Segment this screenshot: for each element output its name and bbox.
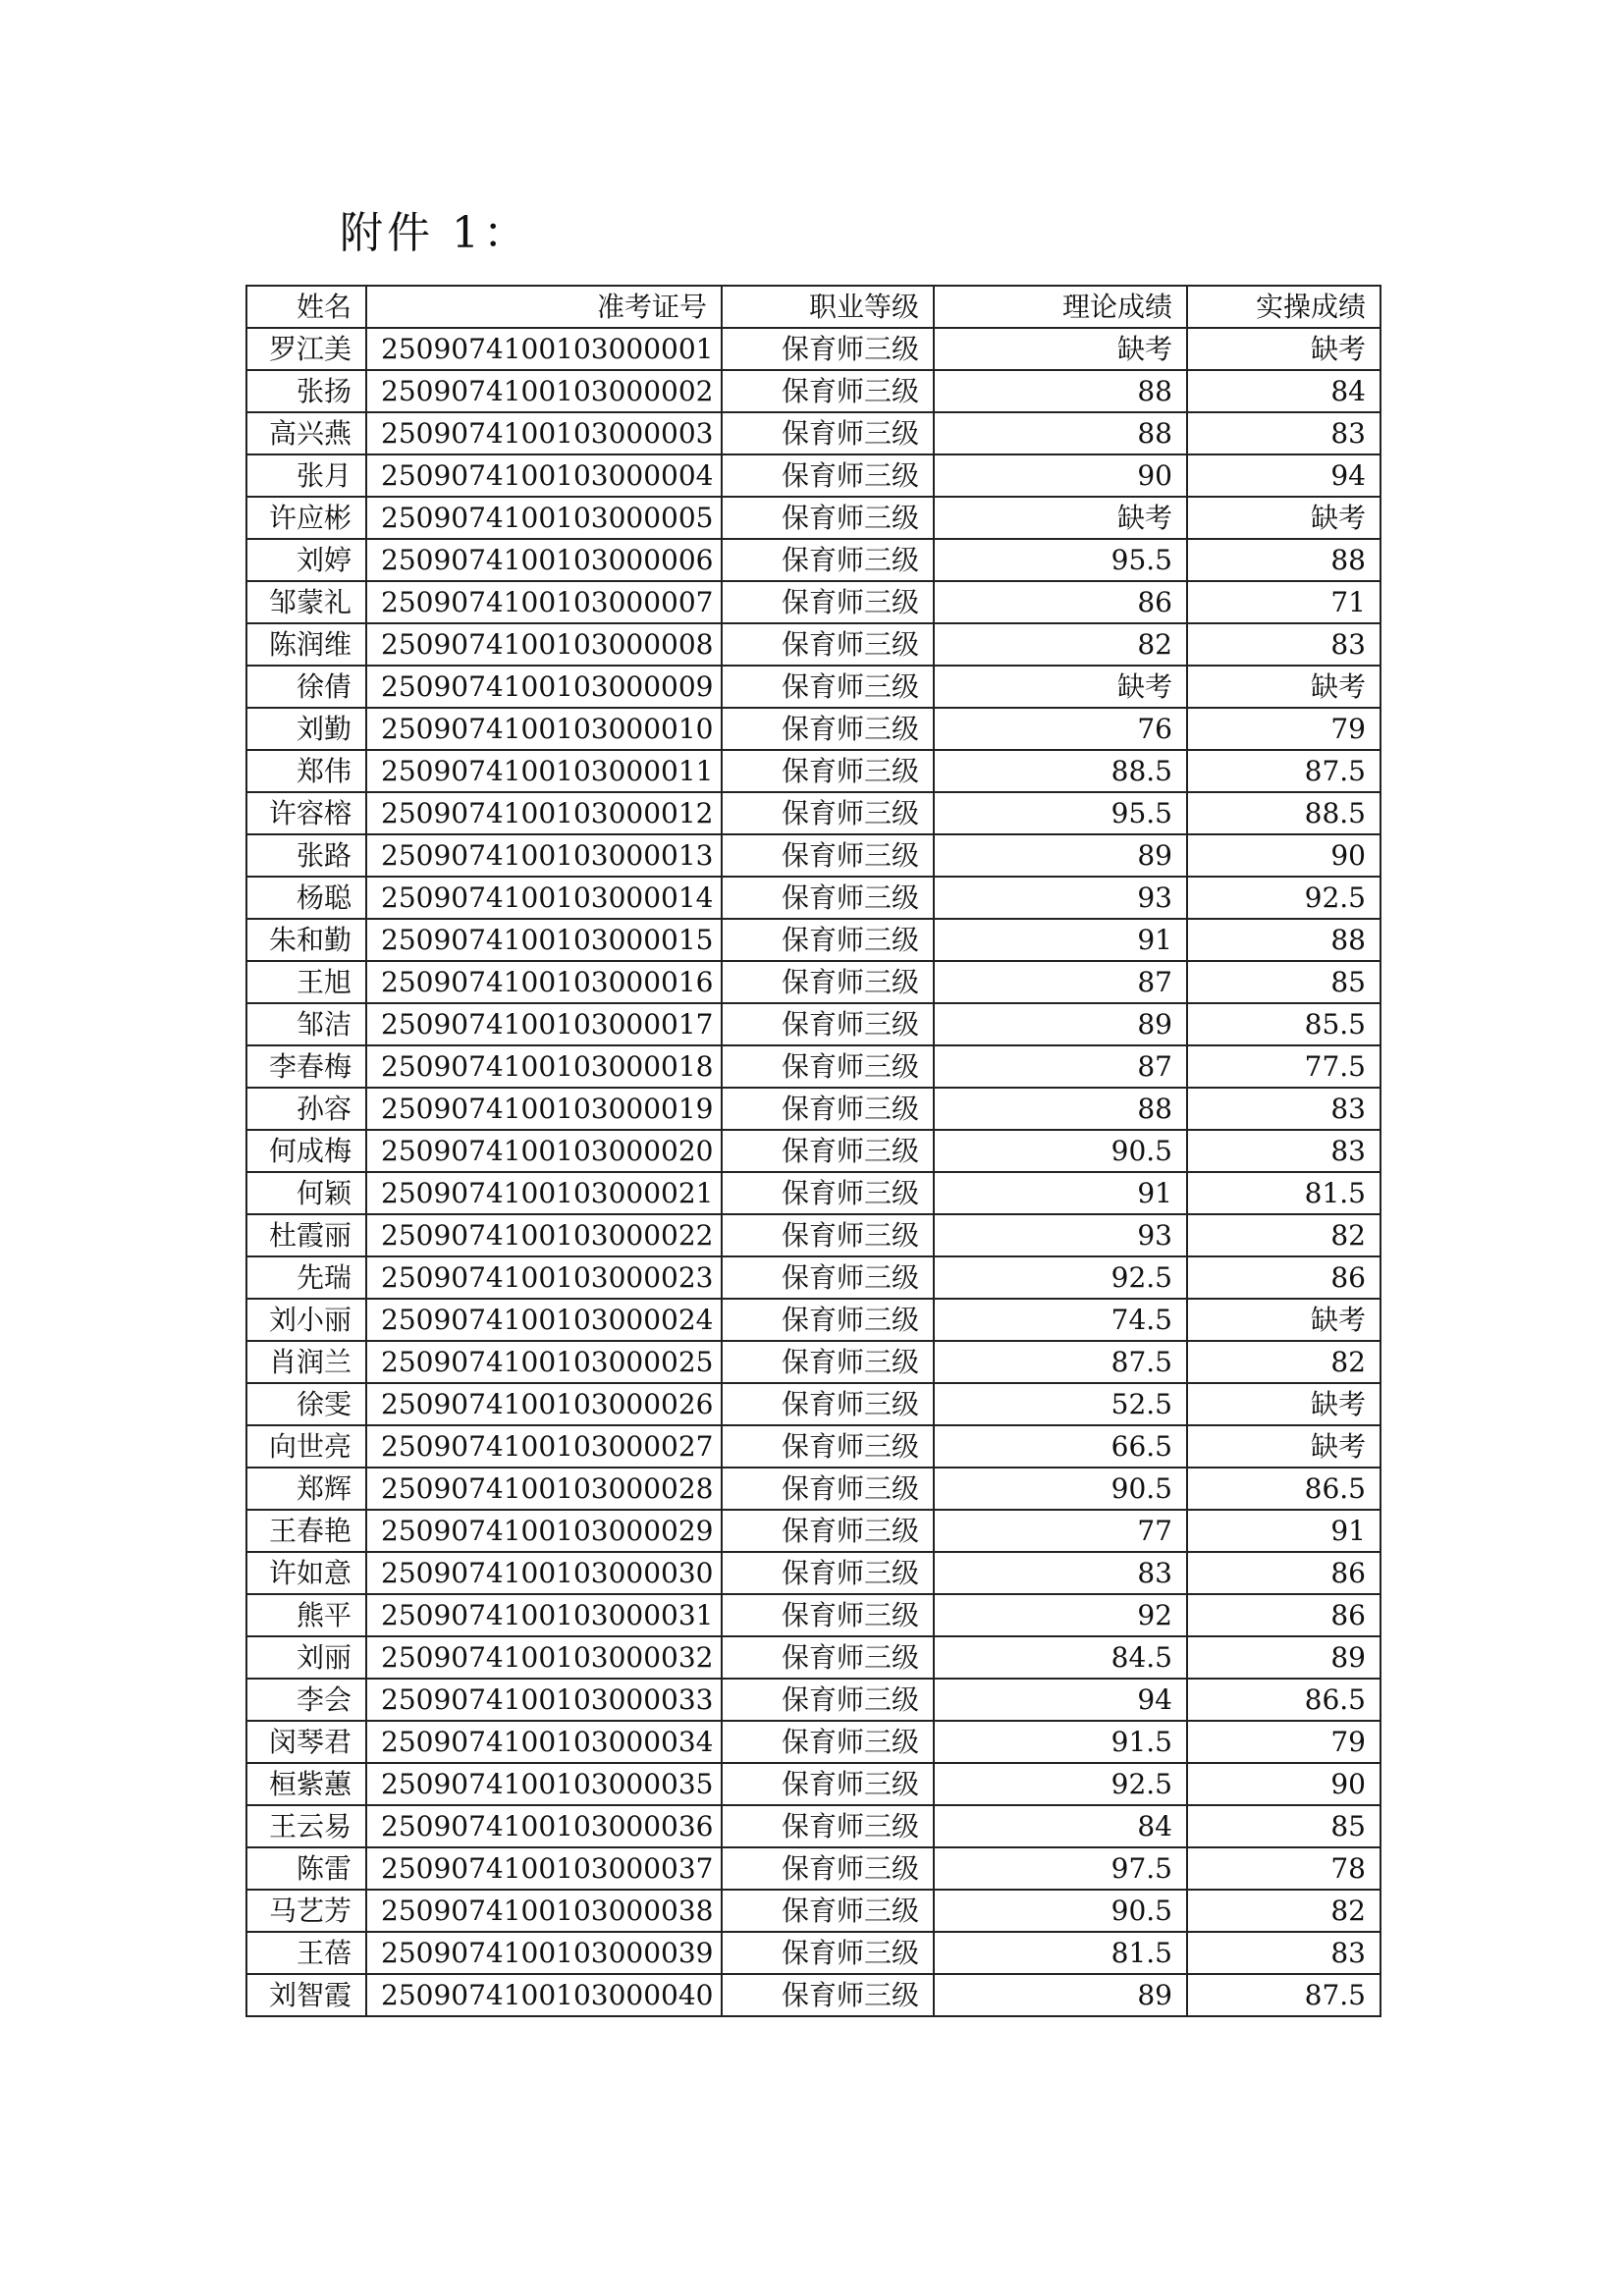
table-row — [246, 581, 1380, 623]
cell-practical-score: 缺考 — [1187, 497, 1380, 539]
cell-theory-score: 89 — [934, 1974, 1187, 2016]
cell-practical-score: 83 — [1187, 623, 1380, 666]
cell-level: 保育师三级 — [722, 1974, 934, 2016]
cell-practical-score: 86 — [1187, 1594, 1380, 1636]
cell-name: 孙容 — [246, 1088, 366, 1130]
cell-practical-score: 82 — [1187, 1890, 1380, 1932]
cell-practical-score: 86.5 — [1187, 1468, 1380, 1510]
cell-exam-id: 2509074100103000010 — [366, 708, 722, 750]
cell-name: 罗江美 — [246, 328, 366, 370]
cell-practical-score: 85 — [1187, 961, 1380, 1003]
cell-practical-score: 87.5 — [1187, 1974, 1380, 2016]
cell-level: 保育师三级 — [722, 1890, 934, 1932]
cell-name: 许容榕 — [246, 792, 366, 834]
table-row — [246, 1468, 1380, 1510]
header-name: 姓名 — [246, 286, 366, 328]
cell-exam-id: 2509074100103000009 — [366, 666, 722, 708]
table-row — [246, 1636, 1380, 1679]
cell-practical-score: 82 — [1187, 1341, 1380, 1383]
cell-name: 王旭 — [246, 961, 366, 1003]
cell-name: 李春梅 — [246, 1045, 366, 1088]
table-row — [246, 1425, 1380, 1468]
table-row — [246, 666, 1380, 708]
cell-exam-id: 2509074100103000021 — [366, 1172, 722, 1214]
table-row — [246, 1890, 1380, 1932]
table-row — [246, 454, 1380, 497]
cell-level: 保育师三级 — [722, 1088, 934, 1130]
cell-level: 保育师三级 — [722, 1805, 934, 1847]
cell-exam-id: 2509074100103000018 — [366, 1045, 722, 1088]
cell-name: 张扬 — [246, 370, 366, 412]
cell-level: 保育师三级 — [722, 623, 934, 666]
table-row — [246, 623, 1380, 666]
cell-practical-score: 90 — [1187, 1763, 1380, 1805]
cell-theory-score: 86 — [934, 581, 1187, 623]
cell-name: 先瑞 — [246, 1256, 366, 1299]
table-row — [246, 1932, 1380, 1974]
cell-practical-score: 87.5 — [1187, 750, 1380, 792]
cell-level: 保育师三级 — [722, 750, 934, 792]
cell-practical-score: 71 — [1187, 581, 1380, 623]
cell-name: 刘小丽 — [246, 1299, 366, 1341]
cell-name: 徐雯 — [246, 1383, 366, 1425]
cell-exam-id: 2509074100103000026 — [366, 1383, 722, 1425]
cell-level: 保育师三级 — [722, 919, 934, 961]
cell-exam-id: 2509074100103000027 — [366, 1425, 722, 1468]
table-row — [246, 370, 1380, 412]
cell-name: 刘勤 — [246, 708, 366, 750]
cell-theory-score: 93 — [934, 877, 1187, 919]
table-row — [246, 1256, 1380, 1299]
cell-name: 邹洁 — [246, 1003, 366, 1045]
cell-theory-score: 缺考 — [934, 328, 1187, 370]
cell-level: 保育师三级 — [722, 539, 934, 581]
cell-level: 保育师三级 — [722, 961, 934, 1003]
cell-theory-score: 91.5 — [934, 1721, 1187, 1763]
cell-exam-id: 2509074100103000017 — [366, 1003, 722, 1045]
table-header-row — [246, 286, 1380, 328]
cell-level: 保育师三级 — [722, 834, 934, 877]
cell-theory-score: 缺考 — [934, 497, 1187, 539]
cell-practical-score: 缺考 — [1187, 666, 1380, 708]
table-row — [246, 1721, 1380, 1763]
cell-practical-score: 88.5 — [1187, 792, 1380, 834]
cell-name: 肖润兰 — [246, 1341, 366, 1383]
cell-theory-score: 84 — [934, 1805, 1187, 1847]
cell-theory-score: 52.5 — [934, 1383, 1187, 1425]
cell-name: 陈润维 — [246, 623, 366, 666]
cell-theory-score: 90.5 — [934, 1468, 1187, 1510]
cell-name: 闵琴君 — [246, 1721, 366, 1763]
cell-theory-score: 66.5 — [934, 1425, 1187, 1468]
cell-practical-score: 84 — [1187, 370, 1380, 412]
cell-level: 保育师三级 — [722, 370, 934, 412]
cell-theory-score: 89 — [934, 1003, 1187, 1045]
table-row — [246, 877, 1380, 919]
cell-exam-id: 2509074100103000002 — [366, 370, 722, 412]
cell-level: 保育师三级 — [722, 1594, 934, 1636]
cell-exam-id: 2509074100103000035 — [366, 1763, 722, 1805]
cell-level: 保育师三级 — [722, 454, 934, 497]
table-row — [246, 1214, 1380, 1256]
cell-level: 保育师三级 — [722, 328, 934, 370]
cell-level: 保育师三级 — [722, 1045, 934, 1088]
cell-name: 郑伟 — [246, 750, 366, 792]
cell-practical-score: 缺考 — [1187, 1383, 1380, 1425]
table-row — [246, 1003, 1380, 1045]
page-heading: 附件 1： — [340, 208, 530, 258]
cell-practical-score: 77.5 — [1187, 1045, 1380, 1088]
cell-name: 张路 — [246, 834, 366, 877]
cell-theory-score: 90.5 — [934, 1890, 1187, 1932]
cell-name: 刘丽 — [246, 1636, 366, 1679]
cell-level: 保育师三级 — [722, 1214, 934, 1256]
cell-exam-id: 2509074100103000004 — [366, 454, 722, 497]
table-row — [246, 1130, 1380, 1172]
cell-level: 保育师三级 — [722, 1847, 934, 1890]
cell-name: 何颖 — [246, 1172, 366, 1214]
cell-level: 保育师三级 — [722, 1468, 934, 1510]
cell-practical-score: 90 — [1187, 834, 1380, 877]
cell-exam-id: 2509074100103000029 — [366, 1510, 722, 1552]
cell-exam-id: 2509074100103000001 — [366, 328, 722, 370]
cell-level: 保育师三级 — [722, 1932, 934, 1974]
header-practical-score: 实操成绩 — [1187, 286, 1380, 328]
cell-level: 保育师三级 — [722, 1763, 934, 1805]
cell-name: 郑辉 — [246, 1468, 366, 1510]
cell-level: 保育师三级 — [722, 1552, 934, 1594]
cell-practical-score: 缺考 — [1187, 328, 1380, 370]
cell-exam-id: 2509074100103000040 — [366, 1974, 722, 2016]
cell-exam-id: 2509074100103000020 — [366, 1130, 722, 1172]
table-row — [246, 1974, 1380, 2016]
header-exam-id: 准考证号 — [366, 286, 722, 328]
table-row — [246, 1383, 1380, 1425]
cell-theory-score: 81.5 — [934, 1932, 1187, 1974]
cell-theory-score: 92.5 — [934, 1256, 1187, 1299]
table-row — [246, 539, 1380, 581]
cell-level: 保育师三级 — [722, 708, 934, 750]
cell-level: 保育师三级 — [722, 1130, 934, 1172]
cell-name: 高兴燕 — [246, 412, 366, 454]
cell-exam-id: 2509074100103000011 — [366, 750, 722, 792]
cell-theory-score: 88.5 — [934, 750, 1187, 792]
cell-level: 保育师三级 — [722, 1341, 934, 1383]
cell-theory-score: 缺考 — [934, 666, 1187, 708]
table-row — [246, 1172, 1380, 1214]
cell-practical-score: 82 — [1187, 1214, 1380, 1256]
cell-theory-score: 82 — [934, 623, 1187, 666]
cell-practical-score: 79 — [1187, 1721, 1380, 1763]
cell-theory-score: 88 — [934, 412, 1187, 454]
table-body — [246, 328, 1380, 2016]
cell-name: 李会 — [246, 1679, 366, 1721]
cell-exam-id: 2509074100103000022 — [366, 1214, 722, 1256]
table-row — [246, 497, 1380, 539]
cell-name: 徐倩 — [246, 666, 366, 708]
cell-theory-score: 88 — [934, 1088, 1187, 1130]
cell-name: 陈雷 — [246, 1847, 366, 1890]
cell-name: 刘婷 — [246, 539, 366, 581]
cell-level: 保育师三级 — [722, 1510, 934, 1552]
cell-theory-score: 93 — [934, 1214, 1187, 1256]
table-row — [246, 919, 1380, 961]
cell-theory-score: 87 — [934, 1045, 1187, 1088]
table-row — [246, 1552, 1380, 1594]
cell-name: 王春艳 — [246, 1510, 366, 1552]
table-row — [246, 328, 1380, 370]
cell-practical-score: 88 — [1187, 919, 1380, 961]
cell-practical-score: 81.5 — [1187, 1172, 1380, 1214]
cell-practical-score: 缺考 — [1187, 1425, 1380, 1468]
cell-theory-score: 87.5 — [934, 1341, 1187, 1383]
cell-exam-id: 2509074100103000014 — [366, 877, 722, 919]
table-row — [246, 961, 1380, 1003]
cell-name: 杜霞丽 — [246, 1214, 366, 1256]
cell-practical-score: 79 — [1187, 708, 1380, 750]
cell-name: 刘智霞 — [246, 1974, 366, 2016]
table-row — [246, 1847, 1380, 1890]
cell-practical-score: 89 — [1187, 1636, 1380, 1679]
table-row — [246, 1594, 1380, 1636]
cell-exam-id: 2509074100103000030 — [366, 1552, 722, 1594]
cell-theory-score: 91 — [934, 919, 1187, 961]
cell-name: 许应彬 — [246, 497, 366, 539]
table-row — [246, 1299, 1380, 1341]
cell-level: 保育师三级 — [722, 1172, 934, 1214]
cell-name: 许如意 — [246, 1552, 366, 1594]
cell-theory-score: 95.5 — [934, 792, 1187, 834]
cell-theory-score: 90.5 — [934, 1130, 1187, 1172]
cell-exam-id: 2509074100103000019 — [366, 1088, 722, 1130]
cell-name: 邹蒙礼 — [246, 581, 366, 623]
cell-level: 保育师三级 — [722, 1679, 934, 1721]
cell-level: 保育师三级 — [722, 792, 934, 834]
cell-exam-id: 2509074100103000013 — [366, 834, 722, 877]
cell-theory-score: 90 — [934, 454, 1187, 497]
cell-name: 朱和勤 — [246, 919, 366, 961]
cell-exam-id: 2509074100103000025 — [366, 1341, 722, 1383]
cell-theory-score: 92.5 — [934, 1763, 1187, 1805]
cell-level: 保育师三级 — [722, 666, 934, 708]
cell-level: 保育师三级 — [722, 1299, 934, 1341]
cell-level: 保育师三级 — [722, 497, 934, 539]
header-theory-score: 理论成绩 — [934, 286, 1187, 328]
cell-practical-score: 94 — [1187, 454, 1380, 497]
header-level: 职业等级 — [722, 286, 934, 328]
table-row — [246, 1045, 1380, 1088]
cell-practical-score: 缺考 — [1187, 1299, 1380, 1341]
cell-name: 王蓓 — [246, 1932, 366, 1974]
cell-name: 熊平 — [246, 1594, 366, 1636]
cell-theory-score: 74.5 — [934, 1299, 1187, 1341]
cell-theory-score: 76 — [934, 708, 1187, 750]
cell-exam-id: 2509074100103000033 — [366, 1679, 722, 1721]
cell-practical-score: 86 — [1187, 1256, 1380, 1299]
cell-theory-score: 84.5 — [934, 1636, 1187, 1679]
cell-theory-score: 97.5 — [934, 1847, 1187, 1890]
cell-exam-id: 2509074100103000036 — [366, 1805, 722, 1847]
cell-practical-score: 92.5 — [1187, 877, 1380, 919]
table-row — [246, 1679, 1380, 1721]
cell-exam-id: 2509074100103000005 — [366, 497, 722, 539]
cell-level: 保育师三级 — [722, 1383, 934, 1425]
cell-exam-id: 2509074100103000039 — [366, 1932, 722, 1974]
cell-practical-score: 86 — [1187, 1552, 1380, 1594]
cell-theory-score: 89 — [934, 834, 1187, 877]
cell-exam-id: 2509074100103000016 — [366, 961, 722, 1003]
cell-level: 保育师三级 — [722, 877, 934, 919]
cell-exam-id: 2509074100103000006 — [366, 539, 722, 581]
cell-theory-score: 92 — [934, 1594, 1187, 1636]
cell-theory-score: 77 — [934, 1510, 1187, 1552]
table-row — [246, 750, 1380, 792]
cell-level: 保育师三级 — [722, 412, 934, 454]
cell-practical-score: 83 — [1187, 412, 1380, 454]
cell-level: 保育师三级 — [722, 1636, 934, 1679]
cell-exam-id: 2509074100103000034 — [366, 1721, 722, 1763]
table-row — [246, 792, 1380, 834]
cell-practical-score: 83 — [1187, 1088, 1380, 1130]
cell-exam-id: 2509074100103000037 — [366, 1847, 722, 1890]
table-row — [246, 412, 1380, 454]
score-table — [245, 285, 1381, 2017]
cell-theory-score: 88 — [934, 370, 1187, 412]
cell-level: 保育师三级 — [722, 1721, 934, 1763]
table-row — [246, 708, 1380, 750]
cell-exam-id: 2509074100103000032 — [366, 1636, 722, 1679]
cell-level: 保育师三级 — [722, 581, 934, 623]
cell-level: 保育师三级 — [722, 1003, 934, 1045]
cell-level: 保育师三级 — [722, 1256, 934, 1299]
cell-exam-id: 2509074100103000015 — [366, 919, 722, 961]
cell-theory-score: 87 — [934, 961, 1187, 1003]
table-row — [246, 1805, 1380, 1847]
table-row — [246, 834, 1380, 877]
cell-practical-score: 86.5 — [1187, 1679, 1380, 1721]
cell-name: 杨聪 — [246, 877, 366, 919]
cell-practical-score: 83 — [1187, 1130, 1380, 1172]
cell-name: 张月 — [246, 454, 366, 497]
cell-practical-score: 91 — [1187, 1510, 1380, 1552]
cell-name: 马艺芳 — [246, 1890, 366, 1932]
cell-practical-score: 83 — [1187, 1932, 1380, 1974]
cell-exam-id: 2509074100103000003 — [366, 412, 722, 454]
cell-exam-id: 2509074100103000023 — [366, 1256, 722, 1299]
cell-exam-id: 2509074100103000012 — [366, 792, 722, 834]
table-row — [246, 1341, 1380, 1383]
cell-theory-score: 83 — [934, 1552, 1187, 1594]
table-row — [246, 1088, 1380, 1130]
cell-practical-score: 88 — [1187, 539, 1380, 581]
cell-exam-id: 2509074100103000008 — [366, 623, 722, 666]
cell-name: 向世亮 — [246, 1425, 366, 1468]
cell-theory-score: 94 — [934, 1679, 1187, 1721]
cell-name: 王云易 — [246, 1805, 366, 1847]
table-row — [246, 1763, 1380, 1805]
cell-name: 何成梅 — [246, 1130, 366, 1172]
cell-practical-score: 78 — [1187, 1847, 1380, 1890]
cell-level: 保育师三级 — [722, 1425, 934, 1468]
table-row — [246, 1510, 1380, 1552]
cell-practical-score: 85 — [1187, 1805, 1380, 1847]
cell-practical-score: 85.5 — [1187, 1003, 1380, 1045]
cell-exam-id: 2509074100103000031 — [366, 1594, 722, 1636]
cell-theory-score: 95.5 — [934, 539, 1187, 581]
cell-name: 桓紫蕙 — [246, 1763, 366, 1805]
cell-exam-id: 2509074100103000038 — [366, 1890, 722, 1932]
cell-exam-id: 2509074100103000024 — [366, 1299, 722, 1341]
cell-exam-id: 2509074100103000007 — [366, 581, 722, 623]
cell-exam-id: 2509074100103000028 — [366, 1468, 722, 1510]
cell-theory-score: 91 — [934, 1172, 1187, 1214]
